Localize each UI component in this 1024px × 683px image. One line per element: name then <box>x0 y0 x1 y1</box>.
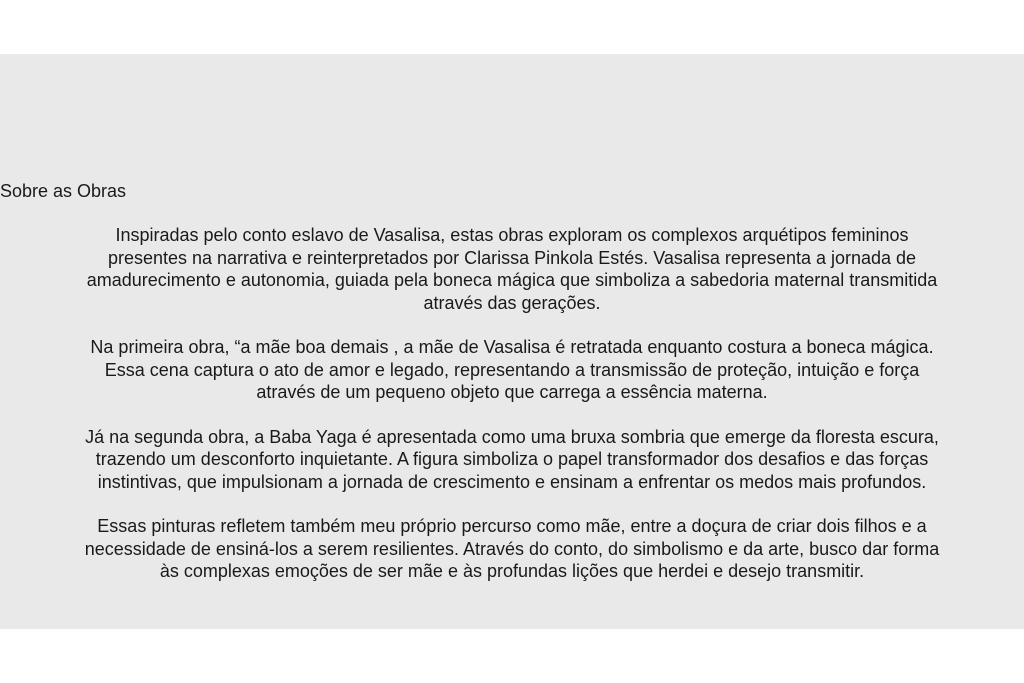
paragraph-line: Já na segunda obra, a Baba Yaga é apresentada como uma bruxa sombria que emerge da floresta escura, <box>85 426 939 447</box>
paragraph-line: Essas pinturas refletem também meu próprio percurso como mãe, entre a doçura de criar dois filhos e a <box>97 516 927 536</box>
section-heading: Sobre as Obras <box>0 181 127 201</box>
paragraph-line: presentes na narrativa e reinterpretados por Clarissa Pinkola Estés. Vasalisa representa a jornada de <box>107 247 917 268</box>
text-panel <box>0 54 1024 629</box>
paragraph-4 <box>0 515 1024 583</box>
paragraph-3 <box>0 426 1024 494</box>
paragraph-line: Essa cena captura o ato de amor e legado, representando a transmissão de proteção, intuição e força <box>104 359 920 380</box>
paragraph-line: amadurecimento e autonomia, guiada pela boneca mágica que simboliza a sabedoria maternal transmitida <box>86 270 938 290</box>
paragraph-1 <box>0 224 1024 314</box>
paragraph-2 <box>0 336 1024 404</box>
paragraph-line: às complexas emoções de ser mãe e às profundas lições que herdei e desejo transmitir. <box>159 561 865 581</box>
paragraph-line: necessidade de ensiná-los a serem resilientes. Através do conto, do simbolismo e da arte, busco dar forma <box>84 538 940 559</box>
paragraph-line: trazendo um desconforto inquietante. A figura simboliza o papel transformador dos desafios e das forças <box>95 449 929 469</box>
paragraph-line: através de um pequeno objeto que carrega a essência materna. <box>256 382 768 402</box>
paragraph-line: Inspiradas pelo conto eslavo de Vasalisa, estas obras exploram os complexos arquétipos femininos <box>115 225 909 245</box>
paragraph-line: instintivas, que impulsionam a jornada de crescimento e ensinam a enfrentar os medos mais profundos. <box>97 471 927 492</box>
paragraph-line: Na primeira obra, “a mãe boa demais , a mãe de Vasalisa é retratada enquanto costura a boneca mágica. <box>90 337 934 357</box>
body-text <box>0 224 1024 605</box>
paragraph-line: através das gerações. <box>423 292 601 313</box>
